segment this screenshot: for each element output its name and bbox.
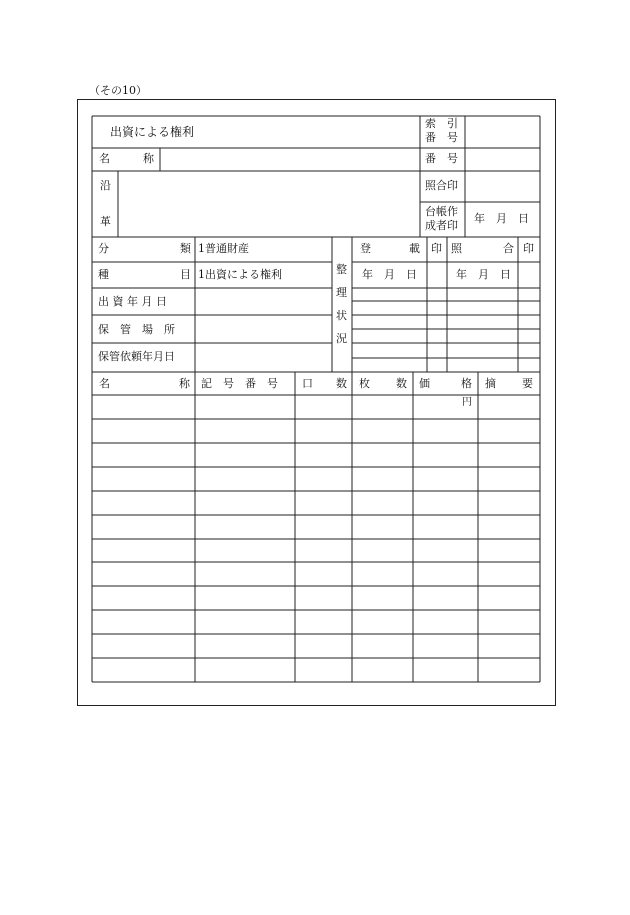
arrangement-side-label-1: 整: [336, 263, 347, 276]
history-field[interactable]: [119, 172, 419, 236]
entry-label-second: 載: [409, 242, 420, 255]
col-header-price-first: 価: [419, 377, 430, 390]
arrangement-side-label-4: 況: [336, 332, 347, 345]
collation-date: 年 月 日: [456, 268, 511, 281]
collation-label-first: 照: [451, 242, 462, 255]
storage-place-label: 保 管 場 所: [98, 323, 175, 336]
ledger-maker-label-line2: 成者印: [425, 219, 458, 232]
col-header-price-second: 格: [461, 377, 472, 390]
col-header-name-first: 名: [99, 377, 110, 390]
price-yen-unit: 円: [462, 397, 472, 408]
table-row[interactable]: [93, 420, 539, 443]
class-value: 1普通財産: [198, 242, 249, 255]
table-row[interactable]: [93, 587, 539, 610]
table-row[interactable]: [93, 635, 539, 658]
storage-place-field[interactable]: [196, 316, 331, 342]
table-row[interactable]: [93, 492, 539, 515]
entry-date: 年 月 日: [362, 268, 417, 281]
name-label-second: 称: [143, 152, 154, 165]
arrangement-side-label-2: 理: [336, 286, 347, 299]
storage-request-date-label: 保管依頼年月日: [98, 350, 175, 363]
table-row[interactable]: [93, 540, 539, 563]
history-label-second: 革: [100, 215, 111, 228]
col-header-units-second: 数: [336, 377, 347, 390]
index-number-field[interactable]: [466, 117, 539, 147]
col-header-units-first: 口: [302, 377, 313, 390]
class-label-second: 類: [180, 242, 191, 255]
number-field[interactable]: [466, 149, 539, 170]
history-label-first: 沿: [100, 179, 111, 192]
index-label-line1: 索 引: [425, 117, 458, 130]
seal-label: 印: [431, 242, 442, 255]
col-header-name-second: 称: [179, 377, 190, 390]
investment-date-label: 出 資 年 月 日: [98, 295, 167, 308]
seal-label-second: 印: [523, 242, 534, 255]
entry-label-first: 登: [360, 242, 371, 255]
form-caption: （その10）: [89, 84, 147, 97]
col-header-remarks-second: 要: [522, 377, 533, 390]
kind-value: 1出資による権利: [198, 268, 282, 281]
table-row[interactable]: [93, 444, 539, 467]
ledger-maker-label-line1: 台帳作: [425, 205, 458, 218]
arrangement-side-label-3: 状: [336, 309, 347, 322]
col-header-count-first: 枚: [359, 377, 370, 390]
kind-label-first: 種: [98, 268, 109, 281]
check-seal-field[interactable]: [466, 172, 539, 201]
storage-request-date-field[interactable]: [196, 344, 331, 371]
table-row[interactable]: [93, 468, 539, 491]
investment-date-field[interactable]: [196, 289, 331, 314]
number-label: 番 号: [425, 152, 458, 165]
kind-label-second: 目: [180, 268, 191, 281]
collation-label-second: 合: [503, 242, 514, 255]
table-row[interactable]: [93, 659, 539, 682]
col-header-count-second: 数: [396, 377, 407, 390]
index-label-line2: 番 号: [425, 131, 458, 144]
table-row[interactable]: [93, 516, 539, 539]
name-field[interactable]: [161, 149, 419, 170]
form-title: 出資による権利: [110, 125, 195, 139]
table-row[interactable]: [93, 563, 539, 586]
class-label-first: 分: [98, 242, 109, 255]
col-header-symbol-number: 記 号 番 号: [201, 377, 278, 390]
col-header-remarks-first: 摘: [485, 377, 496, 390]
ledger-date: 年 月 日: [474, 212, 529, 225]
name-label-first: 名: [99, 152, 110, 165]
table-row[interactable]: [93, 611, 539, 634]
check-seal-label: 照合印: [425, 179, 458, 192]
table-row[interactable]: [93, 396, 539, 419]
